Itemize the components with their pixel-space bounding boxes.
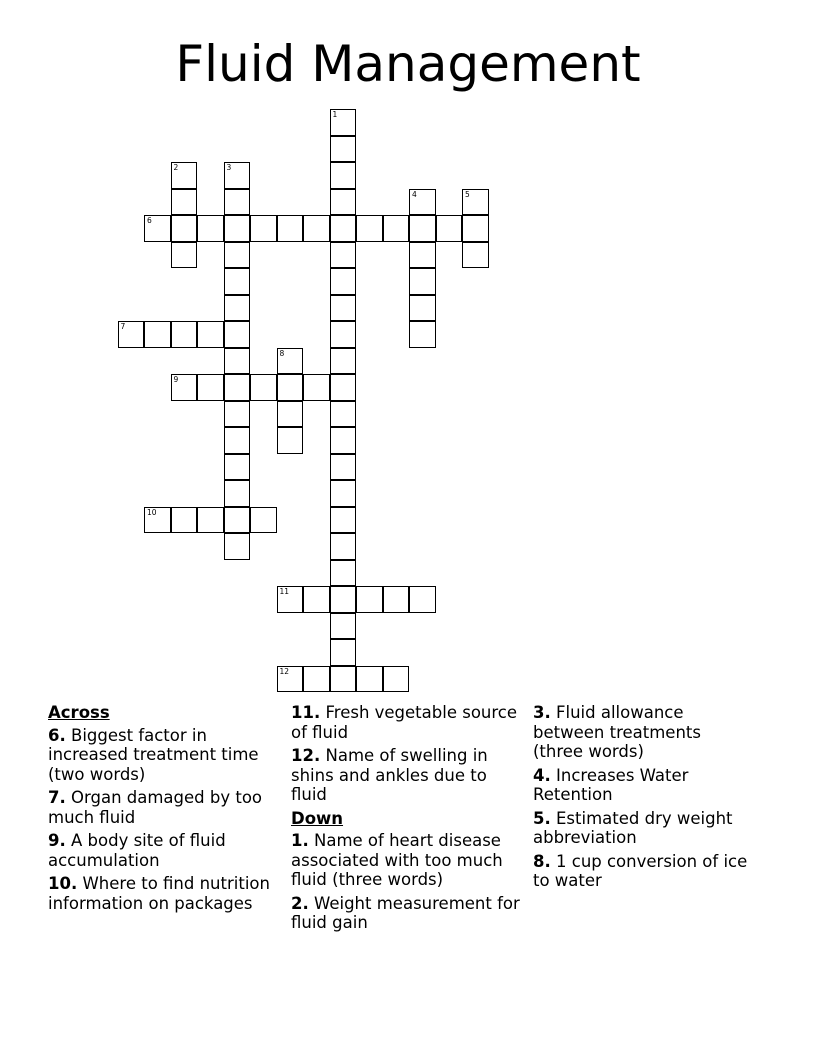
crossword-cell[interactable]	[330, 374, 357, 401]
clue-down-1: 1. Name of heart disease associated with too much fluid (three words)	[291, 831, 503, 889]
crossword-cell[interactable]	[224, 348, 251, 375]
crossword-cell[interactable]	[356, 215, 383, 242]
crossword-cell[interactable]	[462, 215, 489, 242]
crossword-cell[interactable]	[250, 215, 277, 242]
crossword-cell[interactable]	[277, 427, 304, 454]
cell-number: 12	[279, 666, 290, 676]
crossword-cell[interactable]	[277, 374, 304, 401]
crossword-cell[interactable]	[224, 401, 251, 428]
cell-number: 8	[279, 348, 285, 358]
crossword-cell[interactable]	[356, 586, 383, 613]
clue-across-12: 12. Name of swelling in shins and ankles due to fluid	[291, 746, 488, 804]
crossword-cell[interactable]	[330, 480, 357, 507]
crossword-cell[interactable]	[383, 215, 410, 242]
crossword-cell[interactable]	[303, 666, 330, 693]
crossword-cell[interactable]	[383, 586, 410, 613]
crossword-cell[interactable]	[197, 215, 224, 242]
crossword-cell[interactable]	[224, 454, 251, 481]
crossword-cell[interactable]	[197, 321, 224, 348]
clue-down-4: 4. Increases Water Retention	[533, 765, 689, 804]
crossword-cell[interactable]	[409, 268, 436, 295]
crossword-cell[interactable]	[277, 215, 304, 242]
crossword-cell[interactable]	[330, 533, 357, 560]
crossword-cell[interactable]	[330, 109, 357, 136]
page-title: Fluid Management	[175, 35, 641, 93]
crossword-cell[interactable]	[144, 321, 171, 348]
crossword-cell[interactable]	[171, 242, 198, 269]
crossword-cell[interactable]	[224, 507, 251, 534]
crossword-cell[interactable]	[277, 586, 304, 613]
crossword-cell[interactable]	[330, 136, 357, 163]
crossword-cell[interactable]	[330, 268, 357, 295]
cell-number: 7	[120, 322, 126, 331]
crossword-cell[interactable]	[171, 507, 198, 534]
clue-across-7: 7. Organ damaged by too much fluid	[48, 788, 263, 827]
crossword-cell[interactable]	[330, 613, 357, 640]
cell-number: 3	[226, 163, 232, 172]
crossword-cell[interactable]	[330, 560, 357, 587]
clue-down-8: 8. 1 cup conversion of ice to water	[533, 851, 748, 890]
crossword-cell[interactable]	[383, 666, 410, 693]
crossword-cell[interactable]	[356, 666, 383, 693]
crossword-cell[interactable]	[409, 295, 436, 322]
crossword-cell[interactable]	[436, 215, 463, 242]
crossword-cell[interactable]	[303, 586, 330, 613]
crossword-cell[interactable]	[144, 507, 171, 534]
cell-number: 10	[147, 507, 157, 517]
cell-number: 5	[465, 189, 470, 199]
crossword-cell[interactable]	[118, 321, 145, 348]
clue-across-9: 9. A body site of fluid accumulation	[48, 831, 226, 870]
crossword-cell[interactable]	[330, 295, 357, 322]
crossword-cell[interactable]	[462, 189, 489, 216]
crossword-cell[interactable]	[277, 666, 304, 693]
crossword-cell[interactable]	[409, 215, 436, 242]
cell-number: 6	[147, 216, 152, 225]
crossword-cell[interactable]	[224, 374, 251, 401]
crossword-cell[interactable]	[197, 507, 224, 534]
crossword-cell[interactable]	[224, 162, 251, 189]
crossword-cell[interactable]	[171, 374, 198, 401]
clue-column-1	[48, 703, 284, 917]
crossword-cell[interactable]	[330, 162, 357, 189]
clue-across-10: 10. Where to find nutrition information on packages	[48, 874, 270, 913]
crossword-cell[interactable]	[224, 321, 251, 348]
crossword-cell[interactable]	[330, 666, 357, 693]
down-heading: Down	[291, 808, 344, 828]
crossword-cell[interactable]	[171, 215, 198, 242]
crossword-cell[interactable]	[224, 295, 251, 322]
across-heading: Across	[48, 703, 110, 722]
crossword-cell[interactable]	[171, 162, 198, 189]
clue-column-3	[533, 703, 753, 895]
crossword-cell[interactable]	[330, 639, 357, 666]
crossword-cell[interactable]	[409, 242, 436, 269]
crossword-cell[interactable]	[277, 348, 304, 375]
crossword-cell[interactable]	[330, 321, 357, 348]
crossword-cell[interactable]	[303, 374, 330, 401]
crossword-cell[interactable]	[277, 401, 304, 428]
cell-number: 4	[412, 189, 417, 199]
crossword-cell[interactable]	[330, 215, 357, 242]
cell-number: 1	[332, 110, 338, 119]
clue-down-5: 5. Estimated dry weight abbreviation	[533, 808, 733, 847]
crossword-cell[interactable]	[330, 401, 357, 428]
crossword-cell[interactable]	[330, 454, 357, 481]
clue-column-2	[291, 703, 521, 937]
crossword-cell[interactable]	[224, 268, 251, 295]
crossword-cell[interactable]	[224, 242, 251, 269]
crossword-cell[interactable]	[303, 215, 330, 242]
crossword-cell[interactable]	[250, 374, 277, 401]
crossword-cell[interactable]	[224, 427, 251, 454]
crossword-cell[interactable]	[224, 189, 251, 216]
crossword-cell[interactable]	[409, 321, 436, 348]
crossword-cell[interactable]	[224, 480, 251, 507]
crossword-cell[interactable]	[330, 348, 357, 375]
crossword-cell[interactable]	[330, 586, 357, 613]
crossword-cell[interactable]	[171, 321, 198, 348]
cell-number: 2	[173, 163, 179, 172]
crossword-cell[interactable]	[144, 215, 171, 242]
crossword-cell[interactable]	[224, 533, 251, 560]
crossword-cell[interactable]	[250, 507, 277, 534]
crossword-cell[interactable]	[330, 189, 357, 216]
clue-down-3: 3. Fluid allowance between treatments (three words)	[533, 703, 701, 761]
clue-across-11: 11. Fresh vegetable source of fluid	[291, 703, 518, 742]
crossword-cell[interactable]	[409, 586, 436, 613]
cell-number: 11	[279, 587, 290, 596]
crossword-cell[interactable]	[462, 242, 489, 269]
crossword-cell[interactable]	[171, 189, 198, 216]
crossword-cell[interactable]	[330, 242, 357, 269]
crossword-cell[interactable]	[330, 427, 357, 454]
crossword-cell[interactable]	[197, 374, 224, 401]
clue-down-2: 2. Weight measurement for fluid gain	[291, 893, 520, 932]
crossword-cell[interactable]	[224, 215, 251, 242]
crossword-cell[interactable]	[409, 189, 436, 216]
cell-number: 9	[173, 375, 179, 384]
clue-across-6: 6. Biggest factor in increased treatment time (two words)	[48, 725, 259, 784]
crossword-cell[interactable]	[330, 507, 357, 534]
